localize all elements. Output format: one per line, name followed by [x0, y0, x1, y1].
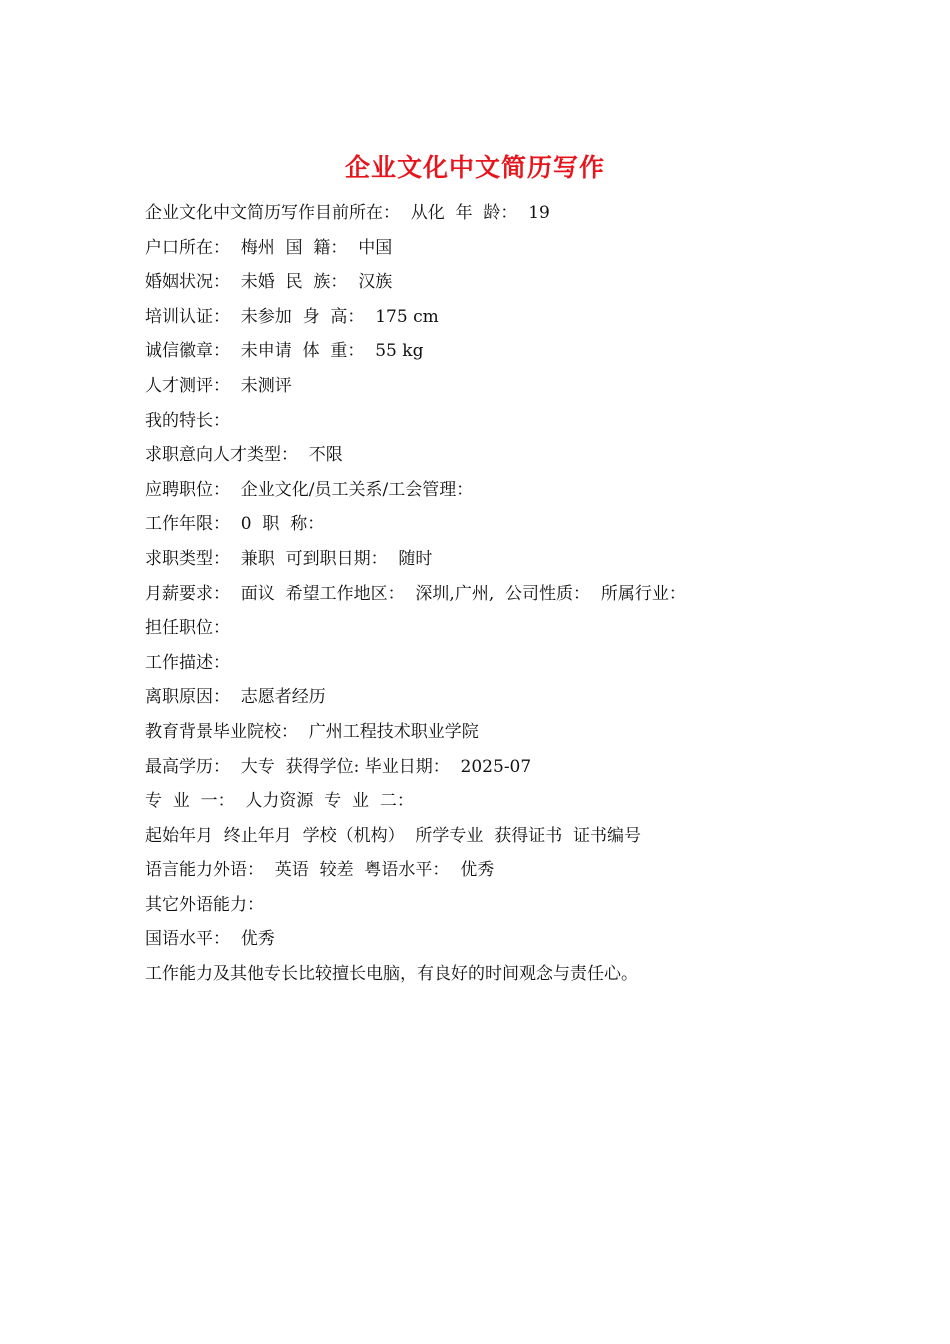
line-language-ability: 语言能力外语： 英语 较差 粤语水平： 优秀	[145, 860, 495, 881]
line-talent-assessment: 人才测评： 未测评	[145, 375, 292, 396]
line-other-languages: 其它外语能力：	[145, 894, 264, 915]
line-salary-region: 月薪要求： 面议 希望工作地区： 深圳,广州, 公司性质： 所属行业：	[145, 583, 686, 604]
line-work-description: 工作描述：	[145, 652, 230, 673]
line-leave-reason: 离职原因： 志愿者经历	[145, 687, 326, 708]
line-location-age: 企业文化中文简历写作目前所在： 从化 年 龄： 19	[145, 203, 550, 223]
line-position-held: 担任职位：	[145, 618, 230, 639]
line-job-type-start-date: 求职类型： 兼职 可到职日期： 随时	[145, 548, 433, 569]
line-hukou-nationality: 户口所在： 梅州 国 籍： 中国	[145, 237, 393, 258]
resume-lines	[145, 196, 845, 992]
line-talent-type: 求职意向人才类型： 不限	[145, 445, 343, 466]
line-skills-summary: 工作能力及其他专长比较擅长电脑，有良好的时间观念与责任心。	[145, 964, 638, 985]
line-education-table-header: 起始年月 终止年月 学校（机构） 所学专业 获得证书 证书编号	[145, 825, 642, 846]
line-badge-weight: 诚信徽章： 未申请 体 重： 55 kg	[145, 341, 424, 362]
line-position-applied: 应聘职位： 企业文化/员工关系/工会管理：	[145, 479, 474, 500]
line-mandarin-level: 国语水平： 优秀	[145, 929, 275, 950]
line-marital-ethnicity: 婚姻状况： 未婚 民 族： 汉族	[145, 272, 393, 293]
line-specialties: 我的特长：	[145, 410, 230, 431]
line-training-height: 培训认证： 未参加 身 高： 175 cm	[145, 306, 439, 327]
document-title: 企业文化中文简历写作	[344, 153, 605, 182]
line-work-years-title: 工作年限： 0 职 称：	[145, 514, 325, 535]
line-majors: 专 业 一： 人力资源 专 业 二：	[145, 791, 414, 812]
line-education-degree: 最高学历： 大专 获得学位: 毕业日期： 2025-07	[145, 756, 532, 777]
line-school: 教育背景毕业院校： 广州工程技术职业学院	[145, 721, 479, 742]
